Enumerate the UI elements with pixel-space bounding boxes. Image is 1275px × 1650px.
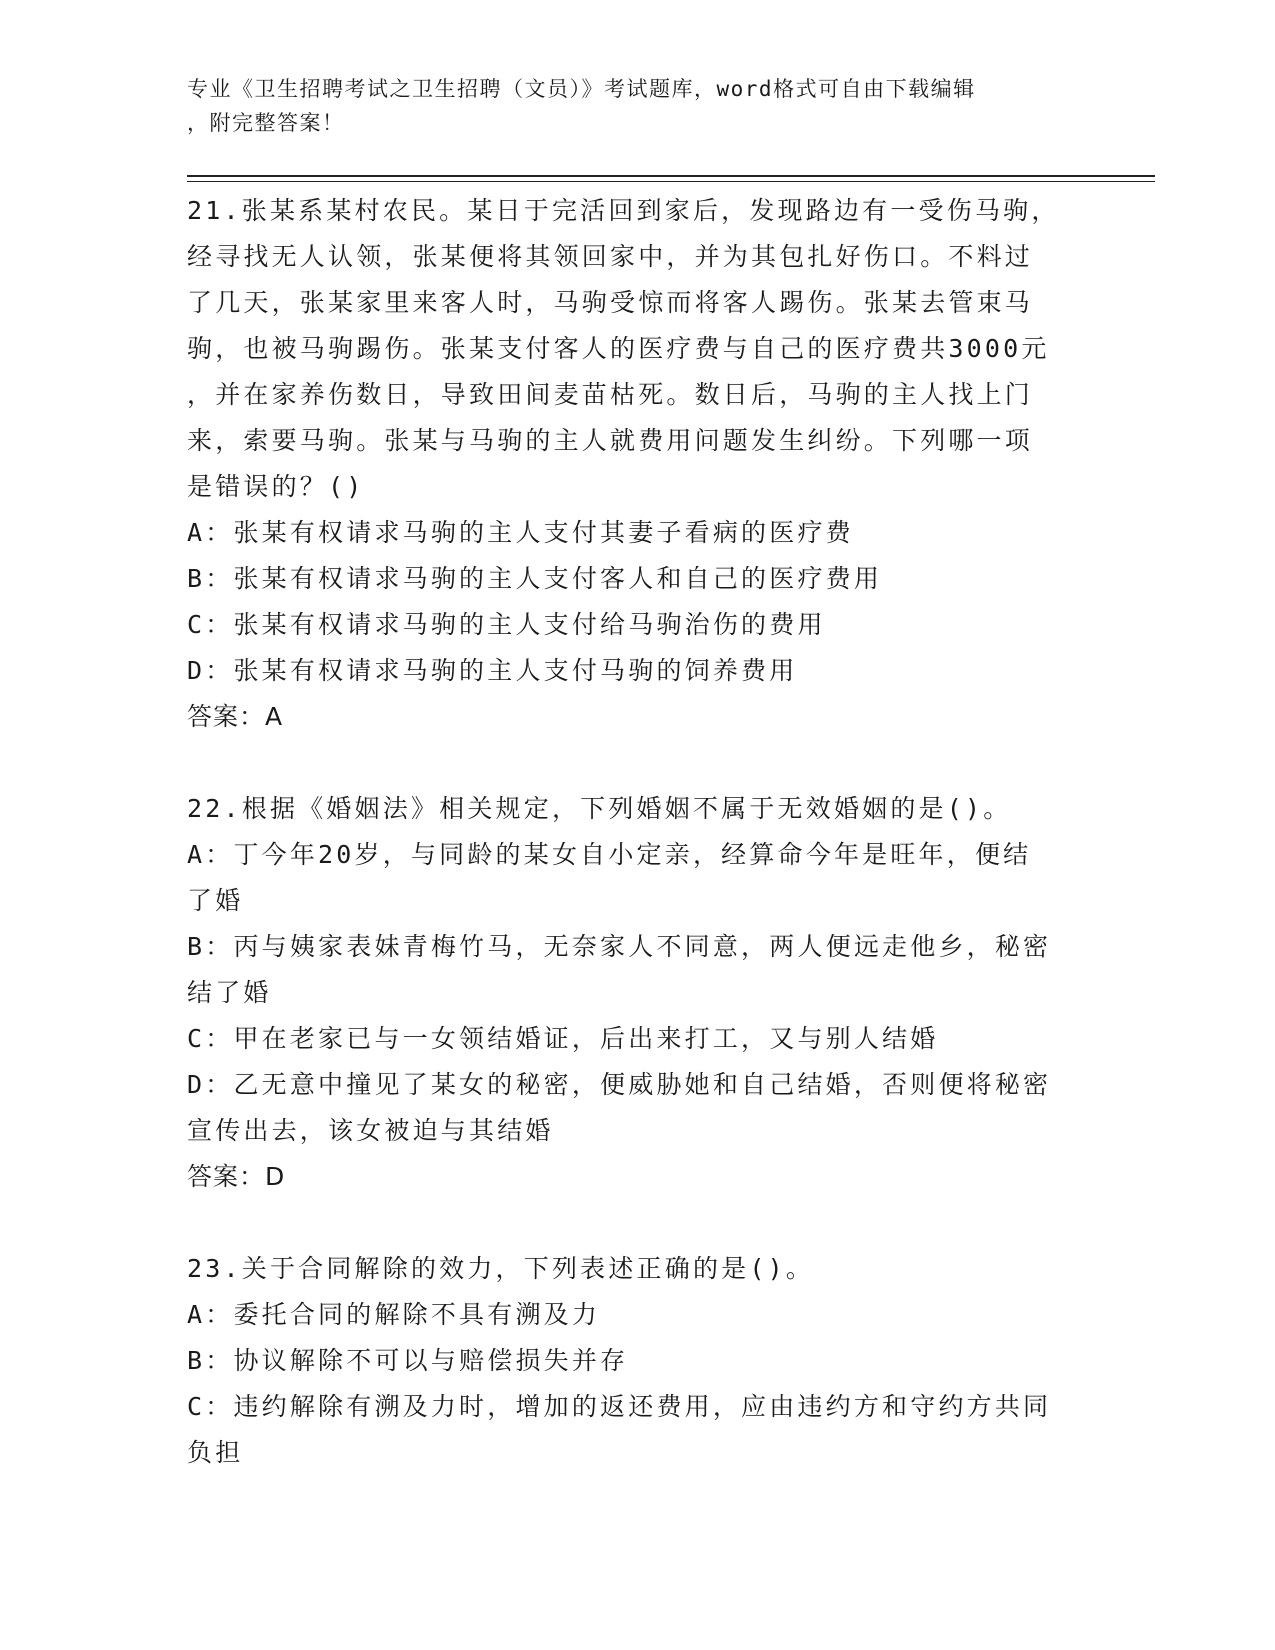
document-header (187, 72, 1067, 140)
option-line: D：张某有权请求马驹的主人支付马驹的饲养费用 (187, 656, 798, 685)
option-line: A：委托合同的解除不具有溯及力 (187, 1300, 601, 1329)
option-a (187, 1292, 1087, 1338)
question-text-line: 23.关于合同解除的效力，下列表述正确的是()。 (187, 1254, 815, 1283)
question-text-line: 来，索要马驹。张某与马驹的主人就费用问题发生纠纷。下列哪一项 (187, 426, 1034, 455)
question-text-line: 经寻找无人认领，张某便将其领回家中，并为其包扎好伤口。不料过 (187, 242, 1034, 271)
question-23-text (187, 1246, 1087, 1292)
answer-21: 答案：A (187, 702, 284, 731)
question-text-line: ，并在家养伤数日，导致田间麦苗枯死。数日后，马驹的主人找上门 (187, 380, 1034, 409)
option-c (187, 1384, 1087, 1476)
question-22 (187, 786, 1087, 1200)
option-c (187, 1016, 1087, 1062)
option-line: C：违约解除有溯及力时，增加的返还费用，应由违约方和守约方共同 (187, 1392, 1052, 1421)
question-text-line: 驹，也被马驹踢伤。张某支付客人的医疗费与自己的医疗费共3000元 (187, 334, 1050, 363)
option-line: A：丁今年20岁，与同龄的某女自小定亲，经算命今年是旺年，便结 (187, 840, 1032, 869)
option-line: B：丙与姨家表妹青梅竹马，无奈家人不同意，两人便远走他乡，秘密 (187, 932, 1052, 961)
question-list (187, 188, 1087, 1476)
option-line: 结了婚 (187, 978, 272, 1007)
spacer (187, 1200, 1087, 1246)
option-line: C：张某有权请求马驹的主人支付给马驹治伤的费用 (187, 610, 826, 639)
header-rule-thick (187, 175, 1155, 177)
option-d (187, 1062, 1087, 1154)
header-rule-thin (187, 181, 1155, 182)
option-line: 负担 (187, 1438, 244, 1467)
option-line: 了婚 (187, 886, 244, 915)
question-text-line: 21.张某系某村农民。某日于完活回到家后，发现路边有一受伤马驹， (187, 196, 1060, 225)
option-line: A：张某有权请求马驹的主人支付其妻子看病的医疗费 (187, 518, 854, 547)
option-line: C：甲在老家已与一女领结婚证，后出来打工，又与别人结婚 (187, 1024, 939, 1053)
option-a (187, 510, 1087, 556)
option-b (187, 556, 1087, 602)
answer-22: 答案：D (187, 1162, 286, 1191)
option-d (187, 648, 1087, 694)
question-21-text (187, 188, 1087, 510)
question-23 (187, 1246, 1087, 1476)
spacer (187, 740, 1087, 786)
option-line: B：协议解除不可以与赔偿损失并存 (187, 1346, 629, 1375)
option-b (187, 924, 1087, 1016)
question-21 (187, 188, 1087, 740)
option-line: 宣传出去，该女被迫与其结婚 (187, 1116, 554, 1145)
question-text-line: 了几天，张某家里来客人时，马驹受惊而将客人踢伤。张某去管束马 (187, 288, 1034, 317)
option-a (187, 832, 1087, 924)
option-line: B：张某有权请求马驹的主人支付客人和自己的医疗费用 (187, 564, 883, 593)
option-b (187, 1338, 1087, 1384)
question-text-line: 是错误的？() (187, 472, 365, 501)
option-c (187, 602, 1087, 648)
option-line: D：乙无意中撞见了某女的秘密，便威胁她和自己结婚，否则便将秘密 (187, 1070, 1052, 1099)
header-line-2: ，附完整答案！ (187, 111, 345, 135)
question-22-text (187, 786, 1087, 832)
question-text-line: 22.根据《婚姻法》相关规定，下列婚姻不属于无效婚姻的是()。 (187, 794, 1012, 823)
header-line-1: 专业《卫生招聘考试之卫生招聘（文员）》考试题库，word格式可自由下载编辑 (187, 77, 976, 101)
